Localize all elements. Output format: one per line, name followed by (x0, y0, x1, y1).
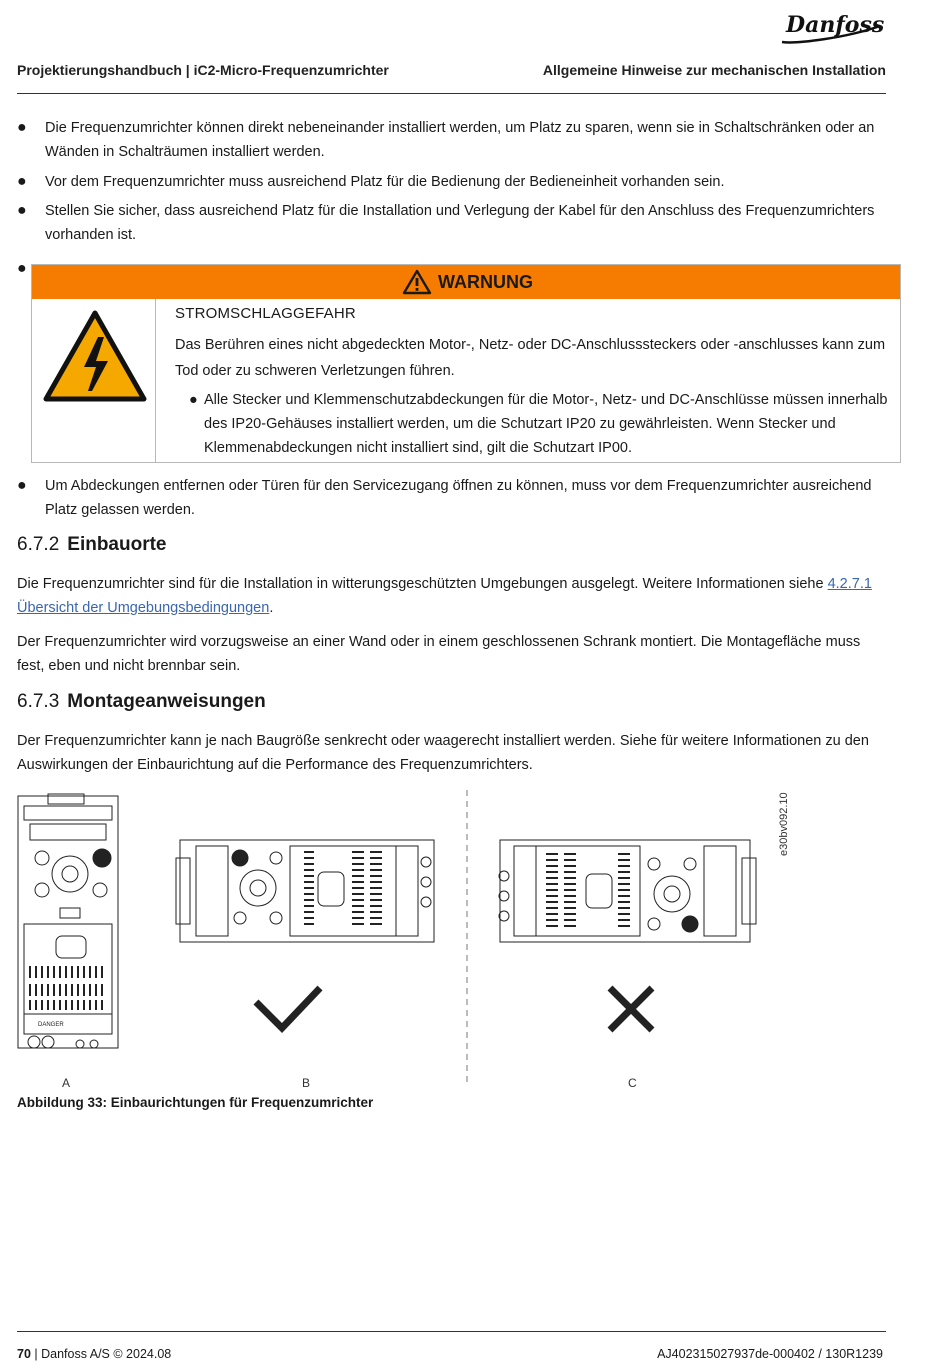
warning-box (31, 264, 901, 463)
device-b-vents (304, 852, 382, 924)
hazard-list-item-text: Alle Stecker und Klemmenschutzabdeckungen für die Motor-, Netz- und DC-Anschlüsse müssen innerhalb des IP20-Gehäuses installiert werden, um die Schutzart IP20 zu gewährleisten. Wenn Stecker und Klemmenabdeckungen nicht installiert sind, gilt die Schutzart IP00. (204, 392, 888, 456)
section-title: Einbauorte (67, 534, 167, 555)
figure-drawing (0, 786, 950, 1096)
figure-label-c: C (628, 1076, 637, 1090)
paragraph: Der Frequenzumrichter wird vorzugsweise an einer Wand oder in einem geschlossenen Schrank montiert. Die Montagefläche muss fest, eben und nicht brennbar sein. (17, 634, 861, 674)
warning-header (32, 265, 900, 299)
bullet-dot: ● (17, 260, 27, 277)
footer-left (17, 1347, 171, 1361)
figure-caption: Abbildung 33: Einbaurichtungen für Frequenzumrichter (17, 1095, 374, 1110)
figure-code: e30bv092.10 (778, 792, 790, 856)
header-document-title: Projektierungshandbuch | iC2-Micro-Frequenzumrichter (17, 62, 389, 78)
paragraph-text-end: . (269, 600, 274, 616)
hazard-title: STROMSCHLAGGEFAHR (175, 305, 356, 322)
footer-copyright: | Danfoss A/S © 2024.08 (30, 1347, 172, 1361)
warning-symbol-cell (32, 299, 156, 462)
paragraph-text: Die Frequenzumrichter sind für die Installation in witterungsgeschützten Umgebungen ausgelegt. Weitere Informationen siehe (17, 576, 828, 592)
figure-label-b: B (302, 1076, 311, 1090)
warning-content (175, 299, 890, 460)
device-a-vents (30, 966, 102, 1010)
section-title: Montageanweisungen (67, 691, 266, 712)
section-heading-673 (17, 691, 266, 713)
hazard-list-item (175, 388, 890, 460)
page-number: 70 (17, 1347, 31, 1361)
footer-rule (17, 1331, 886, 1332)
bullet-dot: ● (17, 173, 27, 190)
figure-mounting-orientations (0, 786, 950, 1096)
logo-text: Danfoss (786, 12, 885, 38)
footer-document-id: AJ402315027937de-000402 / 130R1239 (657, 1347, 883, 1361)
list-item-text: Um Abdeckungen entfernen oder Türen für den Servicezugang öffnen zu können, muss vor dem Frequenzumrichter ausreichend Platz gelassen werden. (45, 478, 872, 518)
device-c-vents (546, 854, 630, 926)
checkmark-icon (256, 988, 320, 1028)
list-item-text: Die Frequenzumrichter können direkt nebeneinander installiert werden, um Platz zu sparen, wenn sie in Schaltschränken oder an Wänden in Schalträumen installiert werden. (45, 120, 875, 160)
device-a-danger-label: DANGER (38, 1022, 64, 1028)
list-item-text: Stellen Sie sicher, dass ausreichend Platz für die Installation und Verlegung der Kabel für den Anschluss des Frequenzumrichters vorhanden ist. (45, 203, 875, 243)
hazard-description: Das Berühren eines nicht abgedeckten Motor-, Netz- oder DC-Anschlusssteckers oder -anschlusses kann zum Tod oder zu schweren Verletzungen führen. (175, 337, 886, 379)
electric-shock-hazard-icon (40, 307, 150, 407)
bullet-dot: ● (17, 119, 27, 136)
section-heading-672 (17, 534, 167, 556)
environment-conditions-link[interactable]: 4.2.7.1 Übersicht der Umgebungsbedingungen (17, 576, 872, 616)
header-chapter-title: Allgemeine Hinweise zur mechanischen Installation (542, 62, 886, 78)
list-item (17, 170, 887, 194)
section-number: 6.7.2 (17, 534, 60, 555)
list-item-text: Vor dem Frequenzumrichter muss ausreichend Platz für die Bedienung der Bedieneinheit vorhanden sein. (45, 174, 725, 190)
bullet-dot: ● (17, 477, 27, 494)
paragraph (17, 572, 887, 620)
list-item (17, 199, 887, 247)
list-item (17, 116, 887, 164)
bullet-dot: ● (189, 392, 198, 408)
paragraph: Der Frequenzumrichter kann je nach Baugröße senkrecht oder waagerecht installiert werden. Siehe für weitere Informationen zu den Auswirkungen der Einbaurichtung auf die Performance des Frequenzumrichters. (17, 733, 869, 773)
danfoss-logo (776, 8, 886, 50)
device-b-horizontal (176, 840, 434, 942)
figure-label-a: A (62, 1076, 71, 1090)
list-item (17, 474, 887, 522)
cross-icon (610, 988, 652, 1030)
header-rule (17, 93, 886, 94)
bullet-dot: ● (17, 202, 27, 219)
warning-triangle-icon (402, 269, 432, 295)
warning-title: WARNUNG (438, 271, 533, 292)
section-number: 6.7.3 (17, 691, 60, 712)
